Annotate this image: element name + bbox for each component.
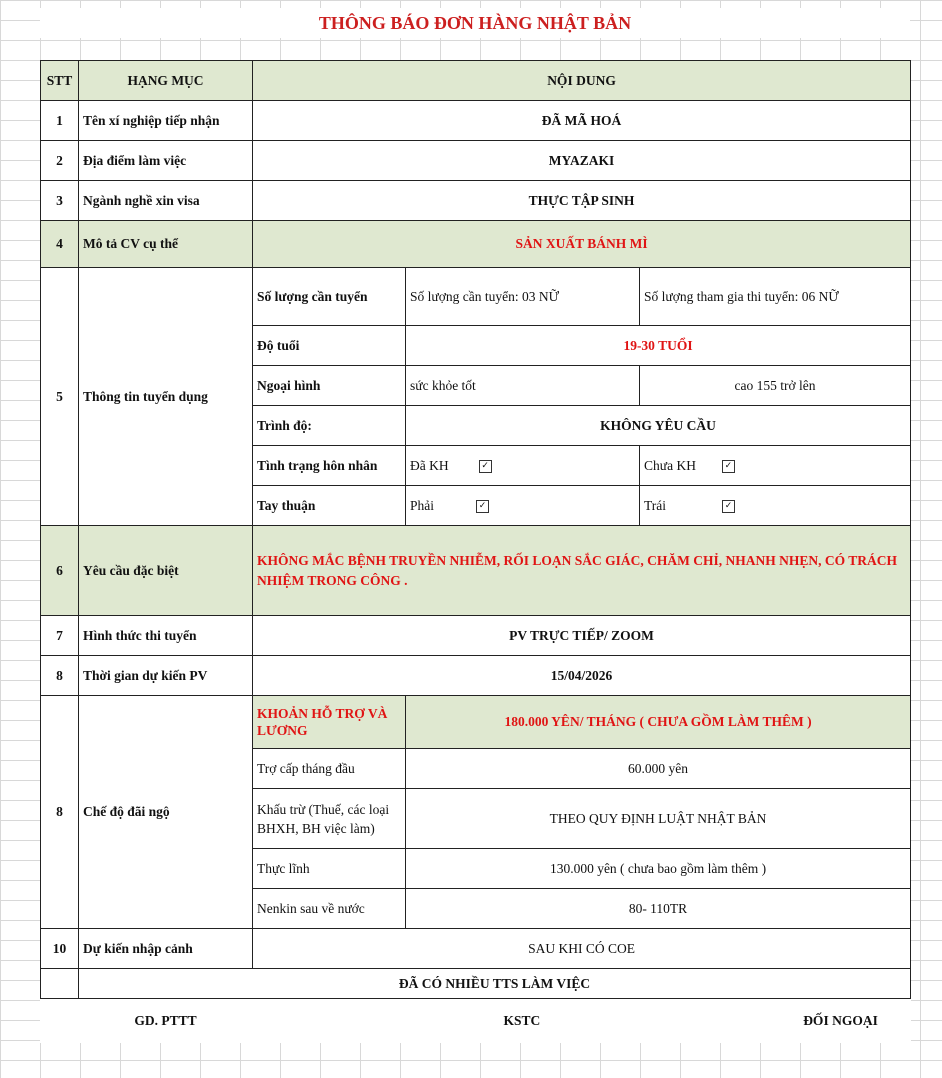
checkbox-icon[interactable]: ✓: [476, 500, 489, 513]
health-value: sức khỏe tốt: [406, 366, 640, 406]
order-table: [40, 60, 911, 1043]
note-text: ĐÃ CÓ NHIỀU TTS LÀM VIỆC: [79, 969, 911, 999]
row-value: SAU KHI CÓ COE: [253, 929, 911, 969]
row-number: 8: [41, 656, 79, 696]
single-text: Chưa KH: [644, 457, 696, 473]
salary-label: KHOẢN HỖ TRỢ VÀ LƯƠNG: [253, 696, 406, 749]
right-hand-option: [406, 486, 640, 526]
recruitment-row: [41, 268, 911, 326]
page-title: THÔNG BÁO ĐƠN HÀNG NHẬT BẢN: [40, 8, 910, 38]
allowance-value: 60.000 yên: [406, 749, 911, 789]
net-salary-value: 130.000 yên ( chưa bao gồm làm thêm ): [406, 849, 911, 889]
table-row: [41, 221, 911, 268]
table-row: [41, 616, 911, 656]
row-number: 8: [41, 696, 79, 929]
marital-label: Tình trạng hôn nhân: [253, 446, 406, 486]
row-label: Địa điểm làm việc: [79, 141, 253, 181]
checkbox-icon[interactable]: ✓: [722, 500, 735, 513]
note-row: [41, 969, 911, 999]
signature-row: [41, 999, 911, 1043]
row-label: Thông tin tuyển dụng: [79, 268, 253, 526]
net-salary-label: Thực lĩnh: [253, 849, 406, 889]
height-value: cao 155 trở lên: [640, 366, 911, 406]
empty-cell: [640, 999, 771, 1043]
row-value: ĐÃ MÃ HOÁ: [253, 101, 911, 141]
table-row: [41, 656, 911, 696]
exam-quantity-value: Số lượng tham gia thi tuyển: 06 NỮ: [640, 268, 911, 326]
empty-cell: [253, 999, 406, 1043]
header-content: NỘI DUNG: [253, 61, 911, 101]
single-option: [640, 446, 911, 486]
table-row: [41, 526, 911, 616]
row-number: 3: [41, 181, 79, 221]
table-row: [41, 929, 911, 969]
hand-label: Tay thuận: [253, 486, 406, 526]
salary-row: [41, 696, 911, 749]
salary-value: 180.000 YÊN/ THÁNG ( CHƯA GỒM LÀM THÊM ): [406, 696, 911, 749]
nenkin-value: 80- 110TR: [406, 889, 911, 929]
row-label: Yêu cầu đặc biệt: [79, 526, 253, 616]
checkbox-icon[interactable]: ✓: [722, 460, 735, 473]
right-hand-text: Phải: [410, 497, 435, 513]
header-category: HẠNG MỤC: [79, 61, 253, 101]
education-value: KHÔNG YÊU CẦU: [406, 406, 911, 446]
quantity-label: Số lượng cần tuyển: [253, 268, 406, 326]
signature-kstc: KSTC: [503, 1012, 541, 1028]
row-label: Chế độ đãi ngộ: [79, 696, 253, 929]
row-number: 2: [41, 141, 79, 181]
row-number: 10: [41, 929, 79, 969]
row-number: 6: [41, 526, 79, 616]
table-row: [41, 181, 911, 221]
deduction-value: THEO QUY ĐỊNH LUẬT NHẬT BẢN: [406, 789, 911, 849]
row-label: Mô tả CV cụ thể: [79, 221, 253, 268]
row-label: Ngành nghề xin visa: [79, 181, 253, 221]
appearance-label: Ngoại hình: [253, 366, 406, 406]
row-value: PV TRỰC TIẾP/ ZOOM: [253, 616, 911, 656]
row-label: Tên xí nghiệp tiếp nhận: [79, 101, 253, 141]
education-label: Trình độ:: [253, 406, 406, 446]
signature-director: GD. PTTT: [134, 1012, 197, 1028]
married-option: [406, 446, 640, 486]
row-number: 1: [41, 101, 79, 141]
row-label: Thời gian dự kiến PV: [79, 656, 253, 696]
left-hand-option: [640, 486, 911, 526]
row-number: 5: [41, 268, 79, 526]
age-value: 19-30 TUỔI: [406, 326, 911, 366]
married-text: Đã KH: [410, 457, 449, 473]
header-row: [41, 61, 911, 101]
special-requirement-value: KHÔNG MẮC BỆNH TRUYỀN NHIỄM, RỐI LOẠN SẮC GIÁC, CHĂM CHỈ, NHANH NHẸN, CÓ TRÁCH NHIỆM TRONG CÔNG .: [253, 526, 911, 616]
row-value: THỰC TẬP SINH: [253, 181, 911, 221]
row-number: 4: [41, 221, 79, 268]
allowance-label: Trợ cấp tháng đầu: [253, 749, 406, 789]
row-label: Hình thức thi tuyển: [79, 616, 253, 656]
empty-cell: [41, 969, 79, 999]
left-hand-text: Trái: [644, 497, 667, 513]
table-row: [41, 141, 911, 181]
table-row: [41, 101, 911, 141]
checkbox-icon[interactable]: ✓: [479, 460, 492, 473]
empty-cell: [41, 999, 79, 1043]
row-label: Dự kiến nhập cảnh: [79, 929, 253, 969]
header-stt: STT: [41, 61, 79, 101]
nenkin-label: Nenkin sau về nước: [253, 889, 406, 929]
job-description-value: SẢN XUẤT BÁNH MÌ: [253, 221, 911, 268]
age-label: Độ tuổi: [253, 326, 406, 366]
row-value: 15/04/2026: [253, 656, 911, 696]
signature-foreign: ĐỐI NGOẠI: [803, 1012, 878, 1028]
row-value: MYAZAKI: [253, 141, 911, 181]
row-number: 7: [41, 616, 79, 656]
deduction-label: Khấu trừ (Thuế, các loại BHXH, BH việc làm): [253, 789, 406, 849]
quantity-value: Số lượng cần tuyển: 03 NỮ: [406, 268, 640, 326]
